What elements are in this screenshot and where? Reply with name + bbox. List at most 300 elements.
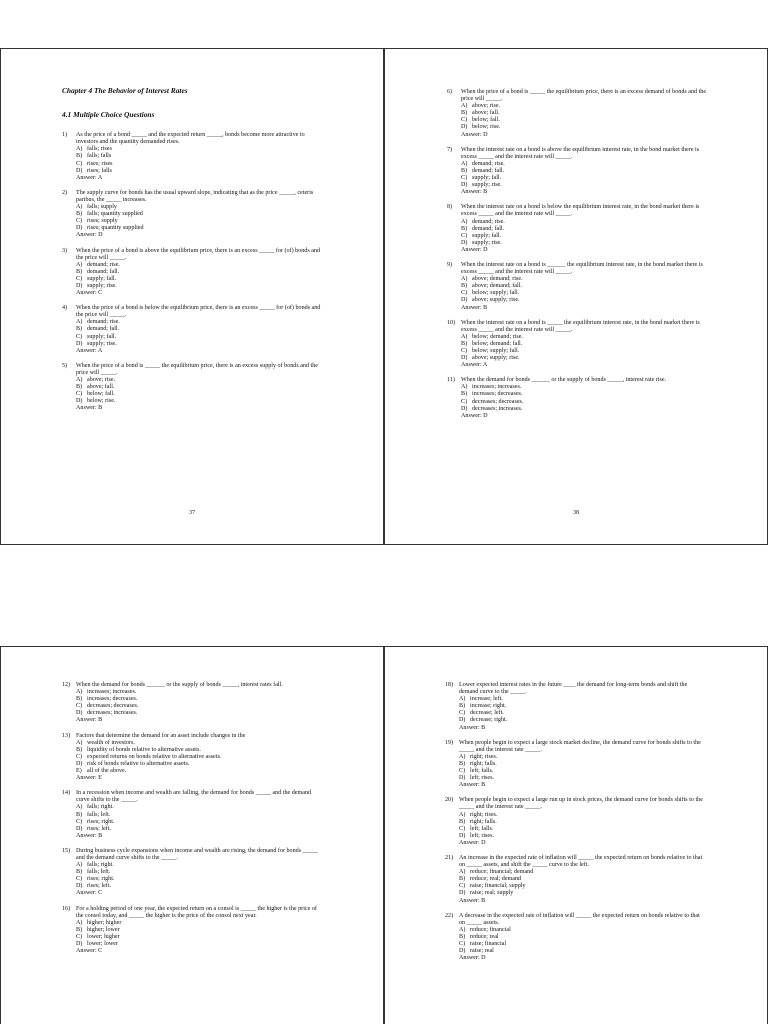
answer-option	[62, 812, 323, 819]
answer-option	[62, 703, 323, 710]
option-text: demand; rise.	[472, 160, 505, 167]
question-number: 10)	[447, 319, 456, 326]
answer-option	[447, 161, 707, 168]
option-letter: A)	[461, 160, 468, 167]
option-text: demand; fall.	[87, 326, 120, 333]
question-stem	[62, 906, 323, 920]
answer-option	[447, 399, 707, 406]
option-letter: D)	[76, 883, 83, 890]
question-item	[62, 682, 323, 725]
option-letter: D)	[459, 948, 466, 955]
option-letter: B)	[76, 211, 83, 218]
question-text: When the interest rate on a bond is ______ the equilibrium interest rate, in the bond market there is excess _____ and the interest rate will _____.	[461, 261, 703, 276]
option-text: above; demand; fall.	[472, 283, 522, 290]
option-letter: B)	[461, 340, 468, 347]
answer-option	[62, 768, 323, 775]
option-letter: C)	[76, 391, 83, 398]
option-letter: D)	[459, 832, 466, 839]
option-text: below; demand; rise.	[472, 333, 523, 340]
option-letter: A)	[461, 333, 468, 340]
option-text: right; rises.	[470, 811, 498, 818]
option-text: below; fall.	[472, 117, 500, 124]
answer-option	[62, 161, 323, 168]
answer-option	[62, 326, 323, 333]
option-text: rises; right.	[87, 818, 115, 825]
answer-option	[62, 869, 323, 876]
option-text: rises; falls	[87, 167, 112, 174]
answer-option	[62, 283, 323, 290]
answer-option	[447, 406, 707, 413]
option-text: falls; right.	[87, 804, 114, 811]
answer-key: Answer: C	[76, 890, 103, 897]
answer-option	[62, 153, 323, 160]
option-text: supply; fall.	[87, 275, 117, 282]
option-text: below; rise.	[472, 124, 501, 131]
option-letter: D)	[461, 182, 468, 189]
question-stem	[62, 132, 323, 146]
answer-key: Answer: C	[76, 948, 103, 955]
option-text: decreases; decreases.	[472, 398, 524, 405]
answer-key: Answer: A	[76, 347, 103, 354]
question-number: 1)	[62, 132, 68, 139]
option-letter: D)	[76, 340, 83, 347]
option-letter: C)	[76, 753, 83, 760]
option-letter: A)	[76, 862, 83, 869]
option-letter: A)	[76, 204, 83, 211]
option-letter: C)	[76, 703, 83, 710]
option-text: falls; supply	[87, 204, 117, 211]
question-text: When people begin to expect a large stock market decline, the demand curve for bonds shifts to the _____ and the interest rate _____.	[459, 739, 701, 753]
question-item	[62, 906, 323, 956]
option-text: below; supply; fall.	[472, 290, 520, 297]
question-text: For a holding period of one year, the expected return on a consol is _____ the higher is the price of the consol today, and _____ the higher is the price of the consol next year.	[76, 905, 317, 919]
option-text: right; falls.	[470, 818, 497, 825]
question-number: 19)	[445, 739, 454, 746]
question-stem	[445, 855, 707, 869]
answer-key: Answer: B	[461, 304, 488, 311]
answer-option	[447, 384, 707, 391]
question-stem	[447, 320, 707, 334]
option-letter: D)	[461, 297, 468, 304]
option-letter: B)	[459, 876, 466, 883]
answer-option	[445, 775, 707, 782]
option-text: left; rises.	[470, 775, 495, 782]
question-stem	[62, 682, 323, 689]
question-item	[447, 262, 707, 312]
option-text: increases; increases.	[472, 384, 522, 391]
option-letter: B)	[459, 760, 466, 767]
option-text: above; fall.	[87, 384, 115, 391]
answer-key: Answer: A	[461, 362, 488, 369]
page-content	[62, 87, 323, 420]
question-stem	[445, 797, 707, 811]
answer-key: Answer: B	[76, 405, 103, 412]
option-text: risk of bonds relative to alternative assets.	[87, 760, 190, 767]
option-letter: B)	[76, 746, 83, 753]
question-text: As the price of a bond _____ and the expected return _____, bonds become more attractive to investors and the quantity demanded rises.	[76, 132, 305, 146]
answer-option	[445, 710, 707, 717]
answer-option	[447, 240, 707, 247]
option-letter: C)	[459, 825, 466, 832]
option-text: below; fall.	[87, 391, 115, 398]
option-text: rises; left.	[87, 883, 112, 890]
option-letter: C)	[461, 232, 468, 239]
answer-option	[445, 754, 707, 761]
option-letter: C)	[461, 290, 468, 297]
answer-key: Answer: D	[461, 131, 488, 138]
option-letter: B)	[461, 110, 468, 117]
option-text: decreases; decreases.	[87, 703, 139, 710]
option-letter: B)	[76, 153, 83, 160]
option-text: above; fall.	[472, 110, 500, 117]
option-text: expected returns on bonds relative to alternative assets.	[87, 753, 222, 760]
question-item	[447, 204, 707, 254]
question-text: When the price of a bond is below the equilibrium price, there is an excess _____ for (of) bonds and the price will _____.	[76, 305, 321, 319]
option-text: higher; lower	[87, 926, 120, 933]
option-letter: C)	[76, 333, 83, 340]
option-text: lower; higher	[87, 933, 120, 940]
question-item	[447, 320, 707, 370]
option-letter: B)	[76, 869, 83, 876]
option-text: increase; right.	[470, 703, 507, 710]
option-text: liquidity of bonds relative to alternative assets.	[87, 746, 201, 753]
answer-key: Answer: D	[461, 412, 488, 419]
answer-option	[62, 819, 323, 826]
question-stem	[447, 377, 707, 384]
option-letter: D)	[76, 825, 83, 832]
option-letter: A)	[461, 218, 468, 225]
option-letter: D)	[76, 398, 83, 405]
answer-key: Answer: B	[76, 832, 103, 839]
question-stem	[62, 848, 323, 862]
option-letter: A)	[459, 926, 466, 933]
question-stem	[62, 363, 323, 377]
answer-option	[62, 225, 323, 232]
question-number: 3)	[62, 247, 68, 254]
answer-option	[447, 168, 707, 175]
option-letter: C)	[76, 818, 83, 825]
option-text: all of the above.	[87, 768, 127, 775]
question-text: When the interest rate on a bond is _____ the equilibrium interest rate, in the bond market there is excess _____ and the interest rate will _____.	[461, 319, 700, 333]
answer-key: Answer: B	[76, 717, 103, 724]
page-content	[447, 89, 707, 428]
question-number: 2)	[62, 189, 68, 196]
option-text: supply; fall.	[87, 333, 117, 340]
answer-option	[447, 290, 707, 297]
answer-option	[447, 219, 707, 226]
answer-key: Answer: D	[76, 232, 103, 239]
question-item	[62, 848, 323, 898]
option-letter: A)	[459, 869, 466, 876]
option-text: increases; increases.	[87, 689, 137, 696]
question-item	[445, 740, 707, 790]
option-text: decreases; increases.	[87, 710, 138, 717]
option-text: raise; financial	[470, 941, 507, 947]
question-item	[62, 790, 323, 840]
option-text: increases; decreases.	[472, 391, 523, 398]
question-number: 5)	[62, 362, 68, 369]
option-letter: B)	[461, 391, 468, 398]
question-item	[445, 913, 707, 963]
question-number: 14)	[62, 790, 71, 797]
option-text: above; supply; rise.	[472, 297, 520, 304]
page-number: 38	[572, 510, 580, 516]
question-text: When people begin to expect a large run up in stock prices, the demand curve for bonds shifts to the _____ and the interest rate _____.	[459, 797, 703, 811]
answer-option	[62, 262, 323, 269]
option-letter: C)	[459, 883, 466, 890]
answer-option	[62, 218, 323, 225]
option-text: falls; falls	[87, 153, 112, 160]
option-letter: C)	[459, 710, 466, 717]
option-text: increases; decreases.	[87, 696, 138, 703]
answer-option	[445, 761, 707, 768]
answer-option	[445, 948, 707, 955]
option-text: supply; rise.	[87, 340, 117, 347]
document-page-40	[384, 646, 768, 1024]
question-text: Lower expected interest rates in the future ____ the demand for long-term bonds and shift the demand curve to the _____.	[459, 682, 688, 696]
option-letter: B)	[76, 811, 83, 818]
option-text: reduce; financial; demand	[470, 869, 534, 876]
option-text: raise; financial; supply	[470, 883, 526, 890]
option-letter: A)	[76, 377, 83, 383]
document-page-37	[0, 48, 384, 545]
question-text: When the demand for bonds ______ or the supply of bonds _____, interest rates fall.	[76, 682, 283, 688]
question-stem	[62, 190, 323, 204]
option-text: decreases; increases.	[472, 405, 523, 412]
option-text: rises; quantity supplied	[87, 225, 144, 232]
question-item	[62, 305, 323, 355]
option-letter: A)	[461, 384, 468, 391]
answer-option	[62, 747, 323, 754]
answer-option	[447, 341, 707, 348]
question-number: 22)	[445, 912, 454, 919]
question-stem	[445, 682, 707, 696]
answer-option	[62, 761, 323, 768]
question-stem	[447, 262, 707, 276]
question-number: 18)	[445, 682, 454, 688]
question-number: 20)	[445, 797, 454, 804]
option-text: falls; rises	[87, 146, 112, 153]
answer-option	[447, 355, 707, 362]
option-letter: B)	[76, 926, 83, 933]
option-text: raise; real	[470, 948, 494, 955]
option-letter: B)	[461, 167, 468, 174]
option-text: falls; quantity supplied	[87, 211, 143, 218]
option-text: falls; right.	[87, 862, 114, 869]
answer-option	[62, 276, 323, 283]
option-letter: D)	[461, 239, 468, 246]
option-text: wealth of investors.	[87, 739, 135, 746]
answer-option	[445, 826, 707, 833]
option-letter: D)	[461, 405, 468, 412]
question-list	[445, 682, 707, 962]
answer-key: Answer: D	[459, 839, 486, 846]
option-letter: B)	[459, 703, 466, 710]
option-letter: C)	[461, 398, 468, 405]
option-letter: C)	[461, 348, 468, 354]
answer-key: Answer: B	[459, 724, 486, 731]
answer-option	[445, 927, 707, 934]
option-letter: B)	[76, 326, 83, 333]
option-letter: A)	[76, 261, 83, 268]
question-list	[62, 132, 323, 412]
option-letter: D)	[76, 167, 83, 174]
option-text: rises; right.	[87, 876, 115, 883]
answer-option	[62, 754, 323, 761]
answer-option	[62, 334, 323, 341]
option-letter: C)	[76, 160, 83, 167]
answer-option	[445, 717, 707, 724]
option-letter: B)	[459, 818, 466, 825]
question-text: An increase in the expected rate of inflation will _____ the expected return on bonds relative to that on _____ assets, and shift the _____ curve to the left.	[459, 854, 703, 869]
question-item	[445, 855, 707, 905]
answer-option	[62, 710, 323, 717]
question-text: During business cycle expansions when income and wealth are rising, the demand for bonds _____ and the demand curve shifts to the _____.	[76, 847, 318, 861]
answer-option	[62, 168, 323, 175]
option-text: right; falls.	[470, 760, 497, 767]
option-letter: C)	[459, 941, 466, 947]
option-letter: C)	[459, 768, 466, 775]
question-item	[447, 89, 707, 139]
answer-option	[447, 182, 707, 189]
question-item	[447, 377, 707, 420]
option-text: lower; lower	[87, 941, 118, 947]
option-text: increase; left.	[470, 696, 503, 703]
option-letter: D)	[459, 890, 466, 897]
option-letter: D)	[76, 225, 83, 232]
document-page-38	[384, 48, 768, 545]
question-stem	[62, 733, 323, 740]
option-letter: C)	[76, 218, 83, 225]
answer-option	[62, 689, 323, 696]
option-text: higher; higher	[87, 919, 122, 926]
option-letter: A)	[461, 103, 468, 110]
option-text: above; demand; rise.	[472, 276, 523, 283]
question-number: 9)	[447, 261, 453, 268]
question-stem	[62, 305, 323, 319]
question-text: The supply curve for bonds has the usual upward slope, indicating that as the price _____, ceteris paribus, the _____ increases.	[76, 189, 314, 203]
answer-key: Answer: E	[76, 775, 102, 782]
answer-option	[62, 269, 323, 276]
option-letter: A)	[461, 276, 468, 283]
option-text: decrease; right.	[470, 717, 508, 724]
option-letter: D)	[461, 124, 468, 131]
option-letter: C)	[461, 117, 468, 124]
option-text: decrease; left.	[470, 710, 504, 717]
answer-key: Answer: A	[76, 174, 103, 181]
option-text: demand; rise.	[87, 319, 120, 326]
option-letter: A)	[76, 319, 83, 326]
question-stem	[445, 740, 707, 754]
option-text: above; rise.	[87, 377, 116, 383]
answer-option	[445, 941, 707, 948]
option-letter: D)	[76, 282, 83, 289]
option-letter: B)	[459, 933, 466, 940]
option-text: demand; fall.	[87, 268, 120, 275]
option-letter: C)	[76, 275, 83, 282]
document-page-39	[0, 646, 384, 1024]
option-letter: B)	[76, 384, 83, 391]
answer-option	[62, 211, 323, 218]
option-letter: E)	[76, 768, 82, 775]
answer-option	[447, 348, 707, 355]
question-item	[62, 248, 323, 298]
answer-option	[447, 233, 707, 240]
section-title: 4.1 Multiple Choice Questions	[62, 110, 155, 120]
option-text: reduce; real; demand	[470, 876, 522, 883]
question-stem	[447, 89, 707, 103]
option-letter: C)	[76, 876, 83, 883]
question-item	[447, 147, 707, 197]
answer-key: Answer: D	[461, 246, 488, 253]
question-stem	[447, 204, 707, 218]
option-text: supply; rise.	[472, 182, 502, 189]
answer-option	[447, 334, 707, 341]
option-letter: C)	[461, 175, 468, 182]
answer-option	[447, 226, 707, 233]
question-text: Factors that determine the demand for an asset include changes in the	[76, 732, 246, 739]
option-letter: D)	[461, 355, 468, 362]
option-text: left; rises.	[470, 832, 495, 839]
option-text: raise; real; supply	[470, 890, 514, 897]
question-text: When the price of a bond is above the equilibrium price, there is an excess _____ for (of) bonds and the price will _____.	[76, 247, 321, 261]
option-letter: D)	[76, 760, 83, 767]
answer-option	[445, 833, 707, 840]
option-letter: A)	[459, 696, 466, 703]
option-letter: D)	[459, 775, 466, 782]
option-letter: A)	[76, 146, 83, 153]
option-letter: A)	[76, 804, 83, 811]
question-text: When the interest rate on a bond is above the equilibrium interest rate, in the bond market there is excess _____ and the interest rate will _____.	[461, 146, 700, 160]
option-text: above; supply; rise.	[472, 355, 520, 362]
option-text: demand; rise.	[87, 261, 120, 268]
answer-option	[62, 398, 323, 405]
option-letter: A)	[76, 739, 83, 746]
option-text: rises; supply	[87, 218, 118, 225]
answer-option	[62, 341, 323, 348]
question-item	[62, 733, 323, 783]
answer-option	[445, 812, 707, 819]
answer-option	[62, 740, 323, 747]
option-text: supply; rise.	[472, 239, 502, 246]
answer-option	[62, 927, 323, 934]
answer-option	[447, 117, 707, 124]
page-content	[445, 682, 707, 970]
question-text: A decrease in the expected rate of inflation will _____ the expected return on bonds relative to that on _____ assets.	[459, 912, 700, 926]
answer-option	[447, 297, 707, 304]
answer-key: Answer: D	[459, 955, 486, 962]
option-text: below; rise.	[87, 398, 116, 405]
option-letter: B)	[76, 696, 83, 703]
answer-key: Answer: C	[76, 290, 103, 297]
answer-key: Answer: B	[461, 189, 488, 196]
question-number: 11)	[447, 377, 455, 384]
question-text: In a recession when income and wealth are falling, the demand for bonds _____ and the demand curve shifts to the _____.	[76, 790, 312, 804]
answer-option	[62, 920, 323, 927]
answer-option	[445, 883, 707, 890]
answer-option	[445, 819, 707, 826]
option-text: falls; left.	[87, 811, 111, 818]
question-list	[62, 682, 323, 955]
answer-option	[445, 696, 707, 703]
option-text: rises; rises	[87, 160, 113, 167]
answer-option	[62, 391, 323, 398]
option-text: demand; fall.	[472, 167, 505, 174]
answer-option	[445, 934, 707, 941]
question-number: 8)	[447, 204, 453, 211]
option-text: reduce; real	[470, 933, 499, 940]
option-text: right; rises.	[470, 753, 498, 760]
